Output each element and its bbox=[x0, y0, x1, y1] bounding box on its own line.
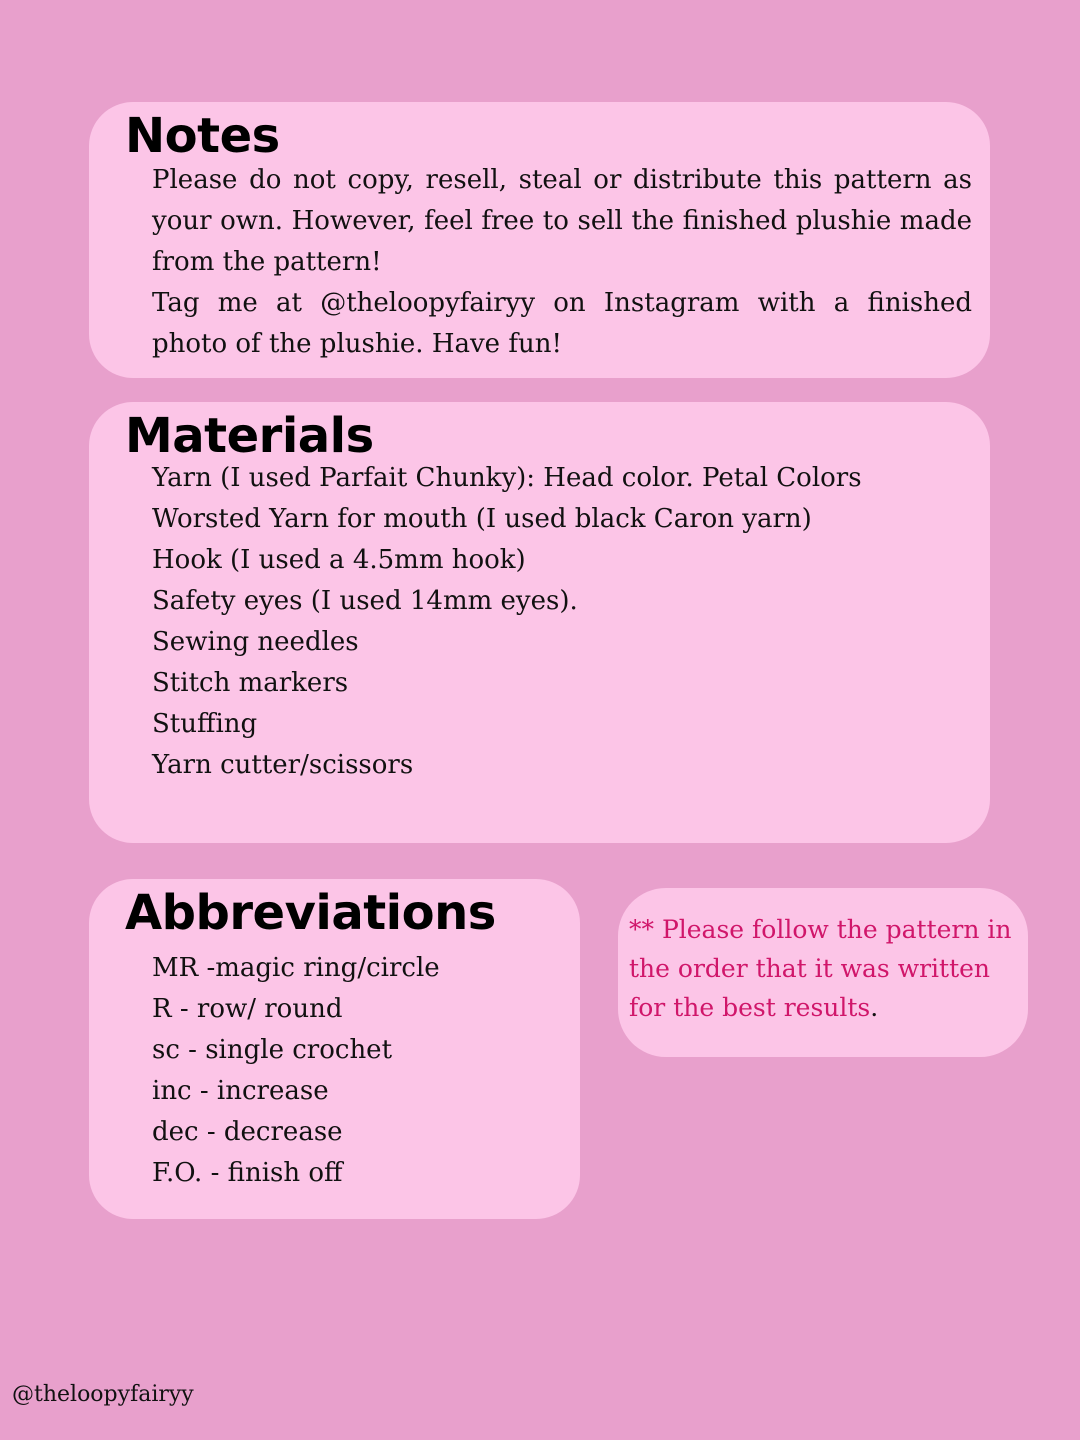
materials-card bbox=[89, 402, 990, 843]
materials-item: Worsted Yarn for mouth (I used black Caron yarn) bbox=[152, 504, 812, 534]
materials-heading: Materials bbox=[125, 408, 374, 464]
footer-handle: @theloopyfairyy bbox=[12, 1382, 194, 1407]
materials-item: Stitch markers bbox=[152, 668, 349, 698]
materials-item: Yarn (I used Parfait Chunky): Head color. Petal Colors bbox=[152, 463, 862, 493]
notes-body bbox=[152, 160, 972, 365]
materials-list bbox=[152, 458, 862, 786]
abbreviations-card bbox=[89, 879, 580, 1219]
tip-text: ** Please follow the pattern in the order that it was written for the best results bbox=[629, 915, 1012, 1022]
tip-card bbox=[618, 888, 1028, 1057]
abbreviations-heading: Abbreviations bbox=[125, 885, 496, 941]
abbreviation-item: MR -magic ring/circle bbox=[152, 953, 440, 983]
materials-item: Safety eyes (I used 14mm eyes). bbox=[152, 586, 578, 616]
notes-paragraph: Tag me at @theloopyfairyy on Instagram with a finished photo of the plushie. Have fun! bbox=[152, 288, 972, 359]
notes-paragraph: Please do not copy, resell, steal or distribute this pattern as your own. However, feel free to sell the finished plushie made from the pattern! bbox=[152, 165, 972, 277]
materials-item: Yarn cutter/scissors bbox=[152, 750, 414, 780]
abbreviation-item: inc - increase bbox=[152, 1076, 329, 1106]
tip-end-mark: . bbox=[870, 993, 879, 1022]
materials-item: Hook (I used a 4.5mm hook) bbox=[152, 545, 526, 575]
abbreviation-item: R - row/ round bbox=[152, 994, 343, 1024]
notes-heading: Notes bbox=[125, 108, 280, 164]
abbreviations-list bbox=[152, 948, 440, 1194]
materials-item: Stuffing bbox=[152, 709, 258, 739]
tip-note bbox=[629, 910, 1024, 1027]
abbreviation-item: dec - decrease bbox=[152, 1117, 343, 1147]
abbreviation-item: sc - single crochet bbox=[152, 1035, 393, 1065]
abbreviation-item: F.O. - finish off bbox=[152, 1158, 343, 1188]
notes-card bbox=[89, 102, 990, 378]
materials-item: Sewing needles bbox=[152, 627, 359, 657]
